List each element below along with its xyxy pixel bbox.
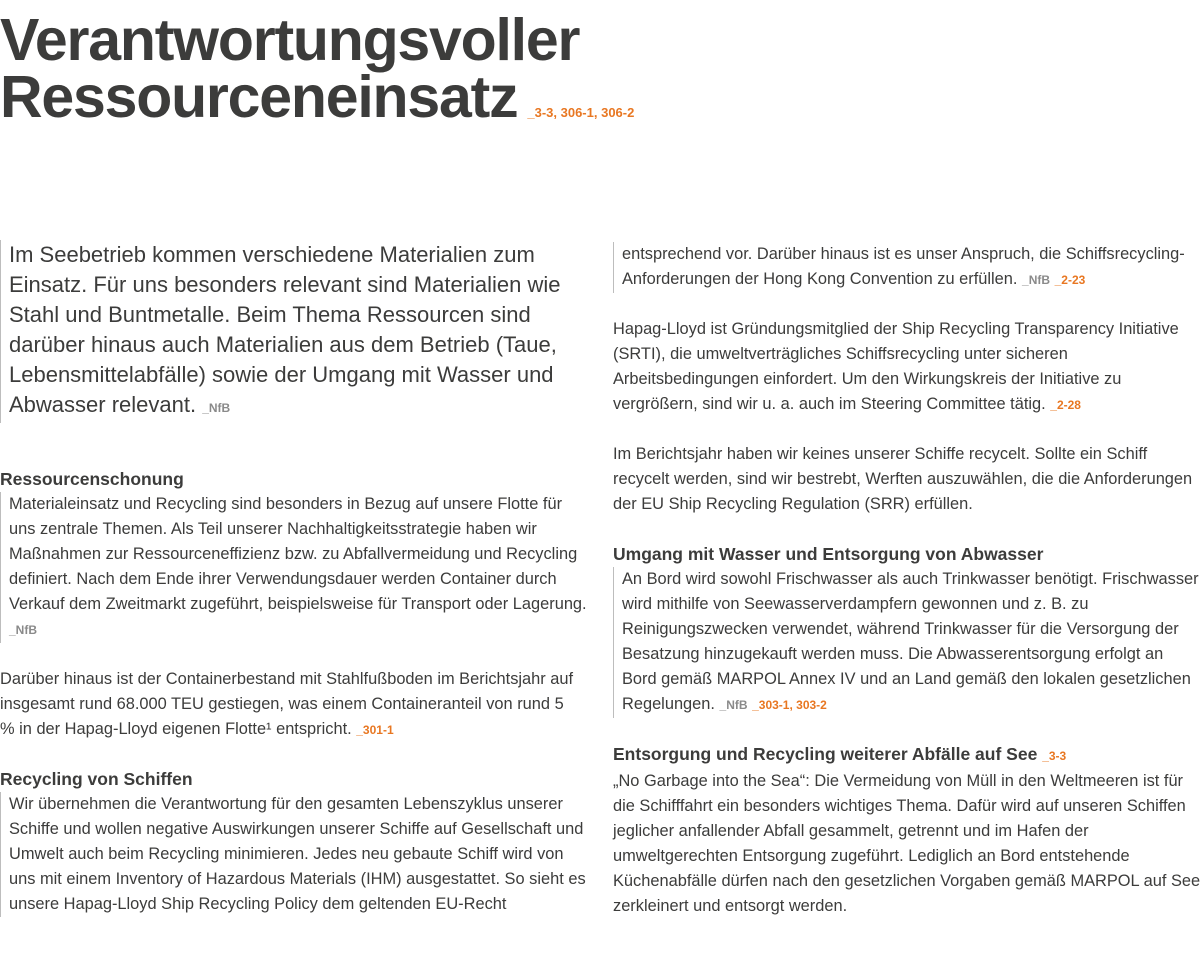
recycling-paragraph	[0, 792, 590, 917]
section-abfaelle-auf-see	[613, 742, 1202, 919]
srti-text: Hapag-Lloyd ist Gründungsmitglied der Ship Recycling Transparency Initiative (SRTI), die umweltverträgliches Schiffsrecycling unter sicheren Arbeitsbedingungen einfordert. Um den Wirkungskreis der Initiative zu vergrößern, sind wir u. a. auch im Steering Committee tätig.	[613, 320, 1179, 413]
heading-abfaelle-wrap	[613, 742, 1202, 769]
heading-abfaelle-auf-see: Entsorgung und Recycling weiterer Abfälle auf See	[613, 744, 1038, 764]
abfaelle-gri-reference: _3-3	[1042, 749, 1067, 763]
title-line-1: Verantwortungsvoller	[0, 7, 580, 73]
continuation-text-wrap	[613, 242, 1202, 293]
srti-gri-reference: _2-28	[1050, 398, 1081, 412]
continuation-text: entsprechend vor. Darüber hinaus ist es unser Anspruch, die Schiffsrecycling-Anforderungen der Hong Kong Convention zu erfüllen.	[622, 245, 1185, 288]
ressourcenschonung-text: Materialeinsatz und Recycling sind besonders in Bezug auf unsere Flotte für uns zentrale Themen. Als Teil unserer Nachhaltigkeitsstrategie haben wir Maßnahmen zur Ressourceneffizienz bzw. zu Abfallvermeidung und Recycling definiert. Nach dem Ende ihrer Verwendungsdauer werden Container durch Verkauf dem Zweitmarkt zugeführt, beispielsweise für Transport oder Lagerung.	[9, 495, 587, 613]
berichtsjahr-text: Im Berichtsjahr haben wir keines unserer Schiffe recycelt. Sollte ein Schiff recycelt werden, sind wir bestrebt, Werften auszuwählen, die die Anforderungen der EU Ship Recycling Regulation (SRR) erfüllen.	[613, 445, 1193, 513]
recycling-text: Wir übernehmen die Verantwortung für den gesamten Lebenszyklus unserer Schiffe und wollen negative Auswirkungen unserer Schiffe auf Gesellschaft und Umwelt auch beim Recycling minimieren. Jedes neu gebaute Schiff wird von uns mit einem Inventory of Hazardous Materials (IHM) ausgestattet. So sieht es unsere Hapag-Lloyd Ship Recycling Policy dem geltenden EU-Recht	[9, 795, 586, 913]
page-title	[0, 7, 635, 141]
section-wasser-abwasser	[613, 542, 1202, 718]
wasser-text: An Bord wird sowohl Frischwasser als auch Trinkwasser benötigt. Frischwasser wird mithilfe von Seewasserverdampfern gewonnen und z. B. zu Reinigungszwecken verwendet, während Trinkwasser für die Versorgung der Besatzung hinzugekauft werden muss. Die Abwasserentsorgung erfolgt an Bord gemäß MARPOL Annex IV und an Land gemäß den lokalen gesetzlichen Regelungen.	[622, 570, 1199, 713]
intro-text: Im Seebetrieb kommen verschiedene Materialien zum Einsatz. Für uns besonders relevant sind Materialien wie Stahl und Buntmetalle. Beim Thema Ressourcen sind darüber hinaus auch Materialien aus dem Betrieb (Taue, Lebensmittelabfälle) sowie der Umgang mit Wasser und Abwasser relevant.	[9, 242, 561, 417]
heading-wasser-abwasser: Umgang mit Wasser und Entsorgung von Abwasser	[613, 544, 1044, 564]
ressourcenschonung-nfb-tag: _NfB	[9, 623, 38, 637]
berichtsjahr-paragraph	[613, 442, 1202, 517]
intro-nfb-tag: _NfB	[202, 401, 231, 415]
srti-paragraph	[613, 317, 1202, 418]
heading-recycling-von-schiffen: Recycling von Schiffen	[0, 769, 193, 789]
continuation-paragraph	[613, 242, 1202, 293]
title-line-2-text: Ressourceneinsatz	[0, 64, 518, 130]
continuation-gri-reference: _2-23	[1054, 273, 1086, 287]
container-gri-reference: _301-1	[356, 723, 394, 737]
ressourcenschonung-paragraph	[0, 492, 590, 643]
title-gri-reference: _3-3, 306-1, 306-2	[527, 105, 635, 120]
srti-text-wrap	[613, 317, 1202, 418]
container-paragraph	[0, 667, 580, 743]
continuation-nfb-tag: _NfB	[1022, 273, 1051, 287]
heading-ressourcenschonung: Ressourcenschonung	[0, 469, 184, 489]
intro-paragraph	[0, 240, 589, 423]
wasser-paragraph	[613, 567, 1202, 718]
title-line-2	[0, 64, 635, 141]
container-text-wrap	[0, 667, 580, 743]
section-recycling-von-schiffen	[0, 767, 590, 917]
wasser-nfb-tag: _NfB	[719, 698, 748, 712]
wasser-gri-reference: _303-1, 303-2	[752, 698, 827, 712]
abfaelle-text: „No Garbage into the Sea“: Die Vermeidung von Müll in den Weltmeeren ist für die Schifffahrt ein besonders wichtiges Thema. Dafür wird auf unseren Schiffen jeglicher anfallender Abfall gesammelt, getrennt und im Hafen der umweltgerechten Entsorgung zugeführt. Lediglich an Bord entstehende Küchenabfälle dürfen nach den gesetzlichen Vorgaben gemäß MARPOL auf See zerkleinert und entsorgt werden.	[613, 772, 1201, 915]
container-text: Darüber hinaus ist der Containerbestand mit Stahlfußboden im Berichtsjahr auf insgesamt rund 68.000 TEU gestiegen, was einem Containeranteil von rund 5 % in der Hapag-Lloyd eigenen Flotte¹ entspricht.	[0, 670, 574, 738]
section-ressourcenschonung	[0, 467, 590, 643]
